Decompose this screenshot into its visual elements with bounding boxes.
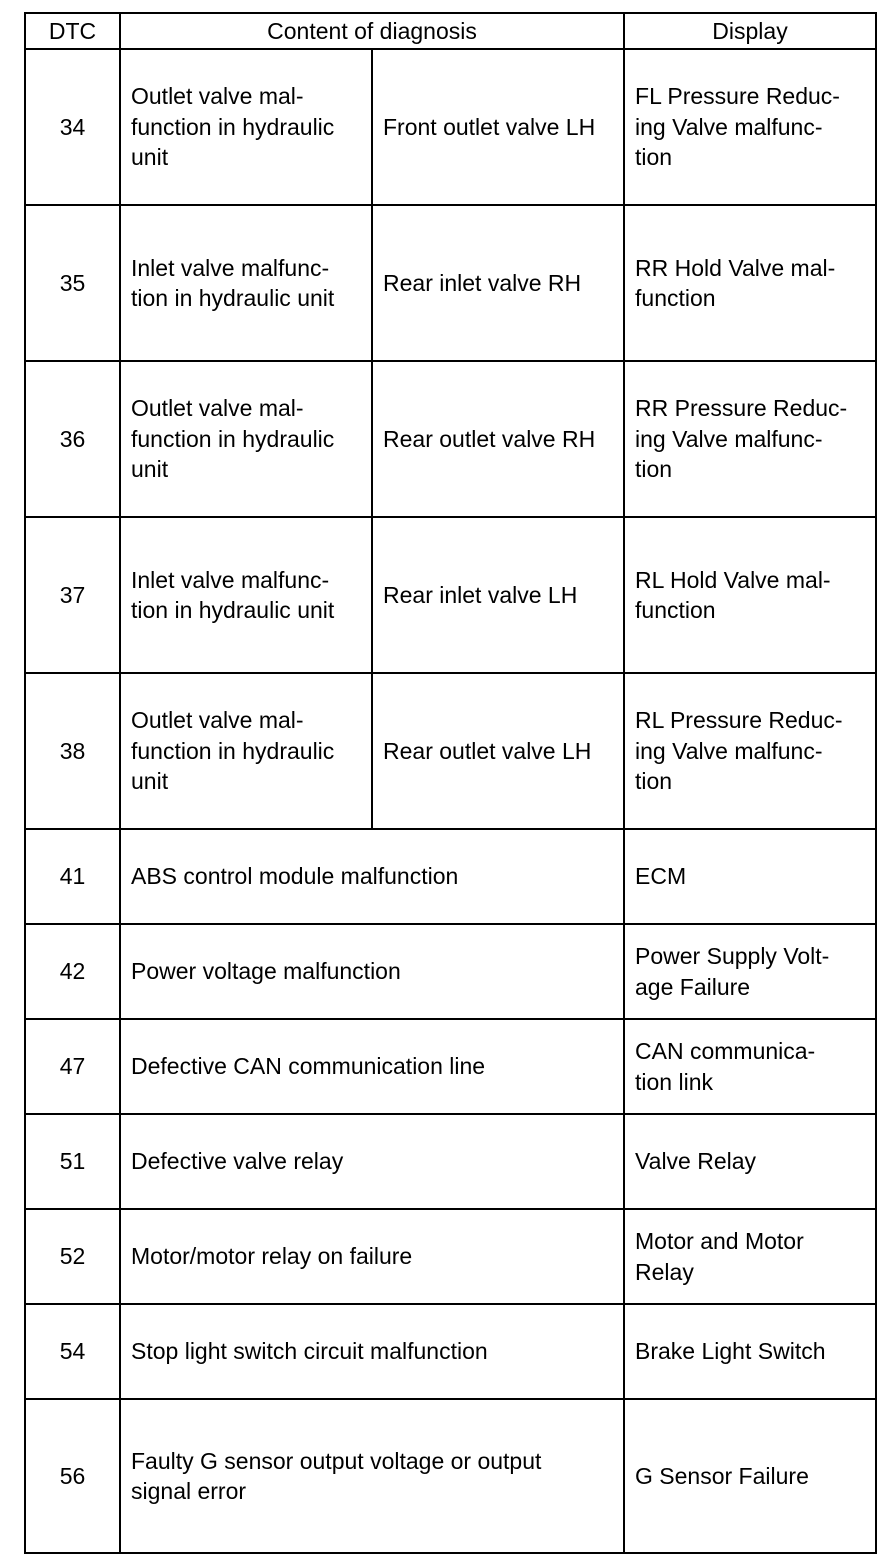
display-cell xyxy=(624,1019,876,1114)
dtc-code: 37 xyxy=(25,517,120,673)
diagnosis-text: Stop light switch circuit malfunction xyxy=(131,1338,488,1365)
display-text: Valve Relay xyxy=(635,1148,757,1175)
display-cell xyxy=(624,361,876,517)
display-text: CAN communica- tion link xyxy=(635,1038,816,1095)
display-text: Power Supply Volt- age Failure xyxy=(635,943,830,1000)
table-row xyxy=(25,49,876,205)
dtc-code: 41 xyxy=(25,829,120,924)
display-text: G Sensor Failure xyxy=(635,1462,809,1489)
diagnosis-cell xyxy=(120,361,372,517)
dtc-code: 35 xyxy=(25,205,120,361)
diagnosis-text: Outlet valve mal- function in hydraulic unit xyxy=(131,707,335,795)
header-display: Display xyxy=(624,13,876,49)
location-cell xyxy=(372,205,624,361)
header-content-of-diagnosis: Content of diagnosis xyxy=(120,13,624,49)
diagnosis-cell xyxy=(120,924,624,1019)
dtc-code: 42 xyxy=(25,924,120,1019)
display-text: RR Hold Valve mal- function xyxy=(635,254,836,311)
location-text: Rear outlet valve LH xyxy=(383,737,592,764)
diagnosis-cell xyxy=(120,829,624,924)
table-header-row xyxy=(25,13,876,49)
diagnosis-text: Motor/motor relay on failure xyxy=(131,1243,413,1270)
location-cell xyxy=(372,517,624,673)
dtc-code: 56 xyxy=(25,1399,120,1553)
diagnosis-text: Outlet valve mal- function in hydraulic unit xyxy=(131,395,335,483)
display-text: FL Pressure Reduc- ing Valve malfunc- tion xyxy=(635,83,840,171)
display-text: ECM xyxy=(635,863,687,890)
diagnosis-cell xyxy=(120,1304,624,1399)
diagnosis-cell xyxy=(120,673,372,829)
display-text: RL Hold Valve mal- function xyxy=(635,566,831,623)
table-row xyxy=(25,205,876,361)
display-cell xyxy=(624,673,876,829)
display-text: Brake Light Switch xyxy=(635,1338,826,1365)
dtc-code: 52 xyxy=(25,1209,120,1304)
dtc-code: 54 xyxy=(25,1304,120,1399)
location-text: Rear inlet valve LH xyxy=(383,581,578,608)
diagnosis-text: Inlet valve malfunc- tion in hydraulic unit xyxy=(131,254,335,311)
table-row xyxy=(25,1399,876,1553)
location-cell xyxy=(372,361,624,517)
diagnosis-text: Inlet valve malfunc- tion in hydraulic unit xyxy=(131,566,335,623)
table-row xyxy=(25,1019,876,1114)
diagnosis-cell xyxy=(120,1019,624,1114)
display-cell xyxy=(624,924,876,1019)
dtc-table xyxy=(24,12,877,1554)
display-cell xyxy=(624,517,876,673)
diagnosis-cell xyxy=(120,1209,624,1304)
diagnosis-cell xyxy=(120,1114,624,1209)
table-row xyxy=(25,829,876,924)
location-text: Rear outlet valve RH xyxy=(383,425,596,452)
location-cell xyxy=(372,49,624,205)
header-dtc: DTC xyxy=(25,13,120,49)
dtc-code: 47 xyxy=(25,1019,120,1114)
table-row xyxy=(25,924,876,1019)
table-row xyxy=(25,1114,876,1209)
display-text: RL Pressure Reduc- ing Valve malfunc- tion xyxy=(635,707,843,795)
diagnosis-cell xyxy=(120,49,372,205)
table-row xyxy=(25,1209,876,1304)
display-cell xyxy=(624,1209,876,1304)
table-row xyxy=(25,517,876,673)
diagnosis-text: Faulty G sensor output voltage or output signal error xyxy=(131,1447,542,1504)
diagnosis-text: Power voltage malfunction xyxy=(131,958,401,985)
diagnosis-cell xyxy=(120,205,372,361)
dtc-code: 51 xyxy=(25,1114,120,1209)
display-cell xyxy=(624,49,876,205)
location-text: Rear inlet valve RH xyxy=(383,269,582,296)
display-text: RR Pressure Reduc- ing Valve malfunc- tion xyxy=(635,395,848,483)
table-row xyxy=(25,1304,876,1399)
display-cell xyxy=(624,1399,876,1553)
table-row xyxy=(25,673,876,829)
dtc-code: 38 xyxy=(25,673,120,829)
diagnosis-text: Defective CAN communication line xyxy=(131,1053,486,1080)
display-text: Motor and Motor Relay xyxy=(635,1228,804,1285)
display-cell xyxy=(624,829,876,924)
display-cell xyxy=(624,1114,876,1209)
location-cell xyxy=(372,673,624,829)
dtc-code: 34 xyxy=(25,49,120,205)
diagnosis-cell xyxy=(120,1399,624,1553)
diagnosis-text: Outlet valve mal- function in hydraulic unit xyxy=(131,83,335,171)
dtc-code: 36 xyxy=(25,361,120,517)
diagnosis-text: Defective valve relay xyxy=(131,1148,344,1175)
display-cell xyxy=(624,205,876,361)
location-text: Front outlet valve LH xyxy=(383,113,596,140)
diagnosis-cell xyxy=(120,517,372,673)
display-cell xyxy=(624,1304,876,1399)
table-row xyxy=(25,361,876,517)
diagnosis-text: ABS control module malfunction xyxy=(131,863,459,890)
